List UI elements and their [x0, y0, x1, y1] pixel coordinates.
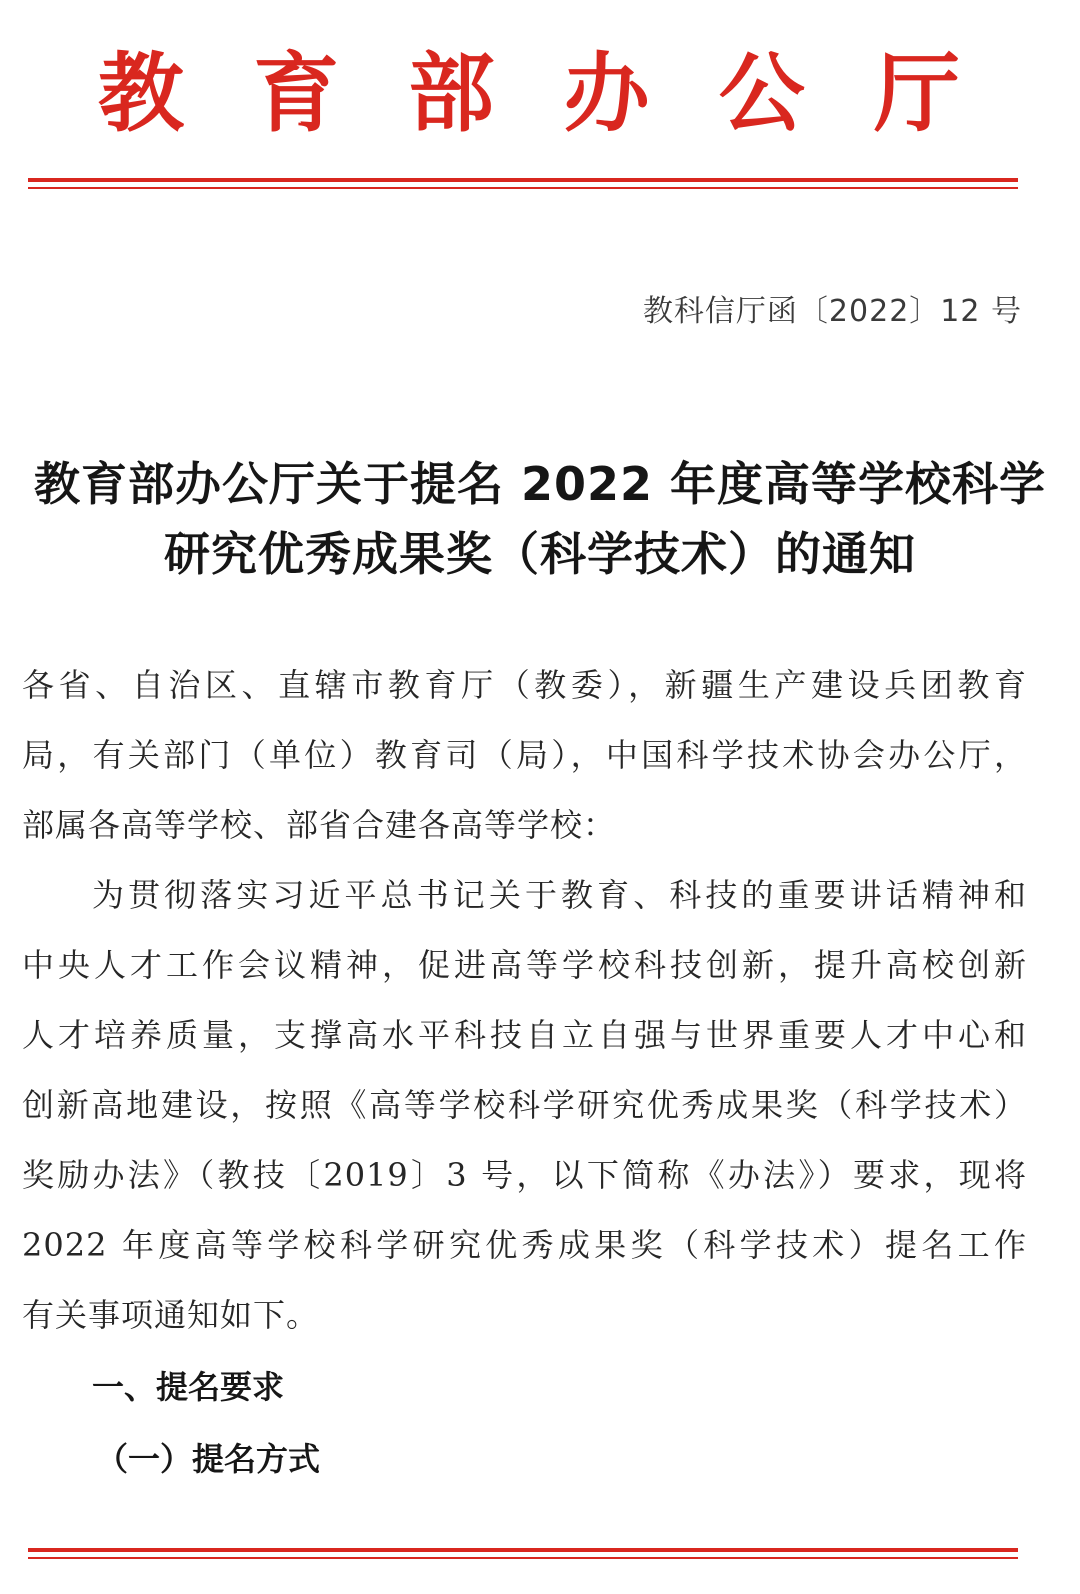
- document-title-line-2: 研究优秀成果奖（科学技术）的通知: [164, 527, 916, 581]
- letterhead-char: 办: [563, 44, 650, 144]
- letterhead: [0, 44, 1080, 144]
- body-line: 人才培养质量，支撑高水平科技自立自强与世界重要人才中心和: [22, 1016, 1027, 1054]
- letterhead-char: 教: [98, 44, 184, 144]
- subsection-heading: （一）提名方式: [96, 1440, 321, 1478]
- body-line: 各省、自治区、直辖市教育厅（教委），新疆生产建设兵团教育: [22, 666, 1027, 704]
- body-line: 中央人才工作会议精神，促进高等学校科技创新，提升高校创新: [22, 946, 1027, 984]
- body-line: 局，有关部门（单位）教育司（局），中国科学技术协会办公厅，: [22, 736, 1027, 774]
- letterhead-divider-thin: [28, 187, 1018, 189]
- body-line: 奖励办法》（教技〔2019〕3 号，以下简称《办法》）要求，现将: [22, 1156, 1027, 1194]
- body-line: 2022 年度高等学校科学研究优秀成果奖（科学技术）提名工作: [22, 1226, 1027, 1264]
- letterhead-char: 部: [408, 44, 495, 144]
- body-line: 部属各高等学校、部省合建各高等学校：: [22, 806, 617, 844]
- body-line: 创新高地建设，按照《高等学校科学研究优秀成果奖（科学技术）: [22, 1086, 1027, 1124]
- body-line: 为贯彻落实习近平总书记关于教育、科技的重要讲话精神和: [92, 876, 1027, 914]
- letterhead-char: 厅: [873, 44, 960, 144]
- document-title-line-1: 教育部办公厅关于提名 2022 年度高等学校科学: [33, 457, 1047, 511]
- body-line: 有关事项通知如下。: [22, 1296, 320, 1334]
- footer-divider-thick: [28, 1548, 1018, 1552]
- document-number: 教科信厅函〔2022〕12 号: [642, 294, 1022, 329]
- footer-divider-thin: [28, 1557, 1018, 1559]
- letterhead-char: 育: [253, 44, 340, 144]
- letterhead-divider-thick: [28, 178, 1018, 182]
- section-heading: 一、提名要求: [92, 1368, 285, 1406]
- letterhead-char: 公: [718, 44, 805, 144]
